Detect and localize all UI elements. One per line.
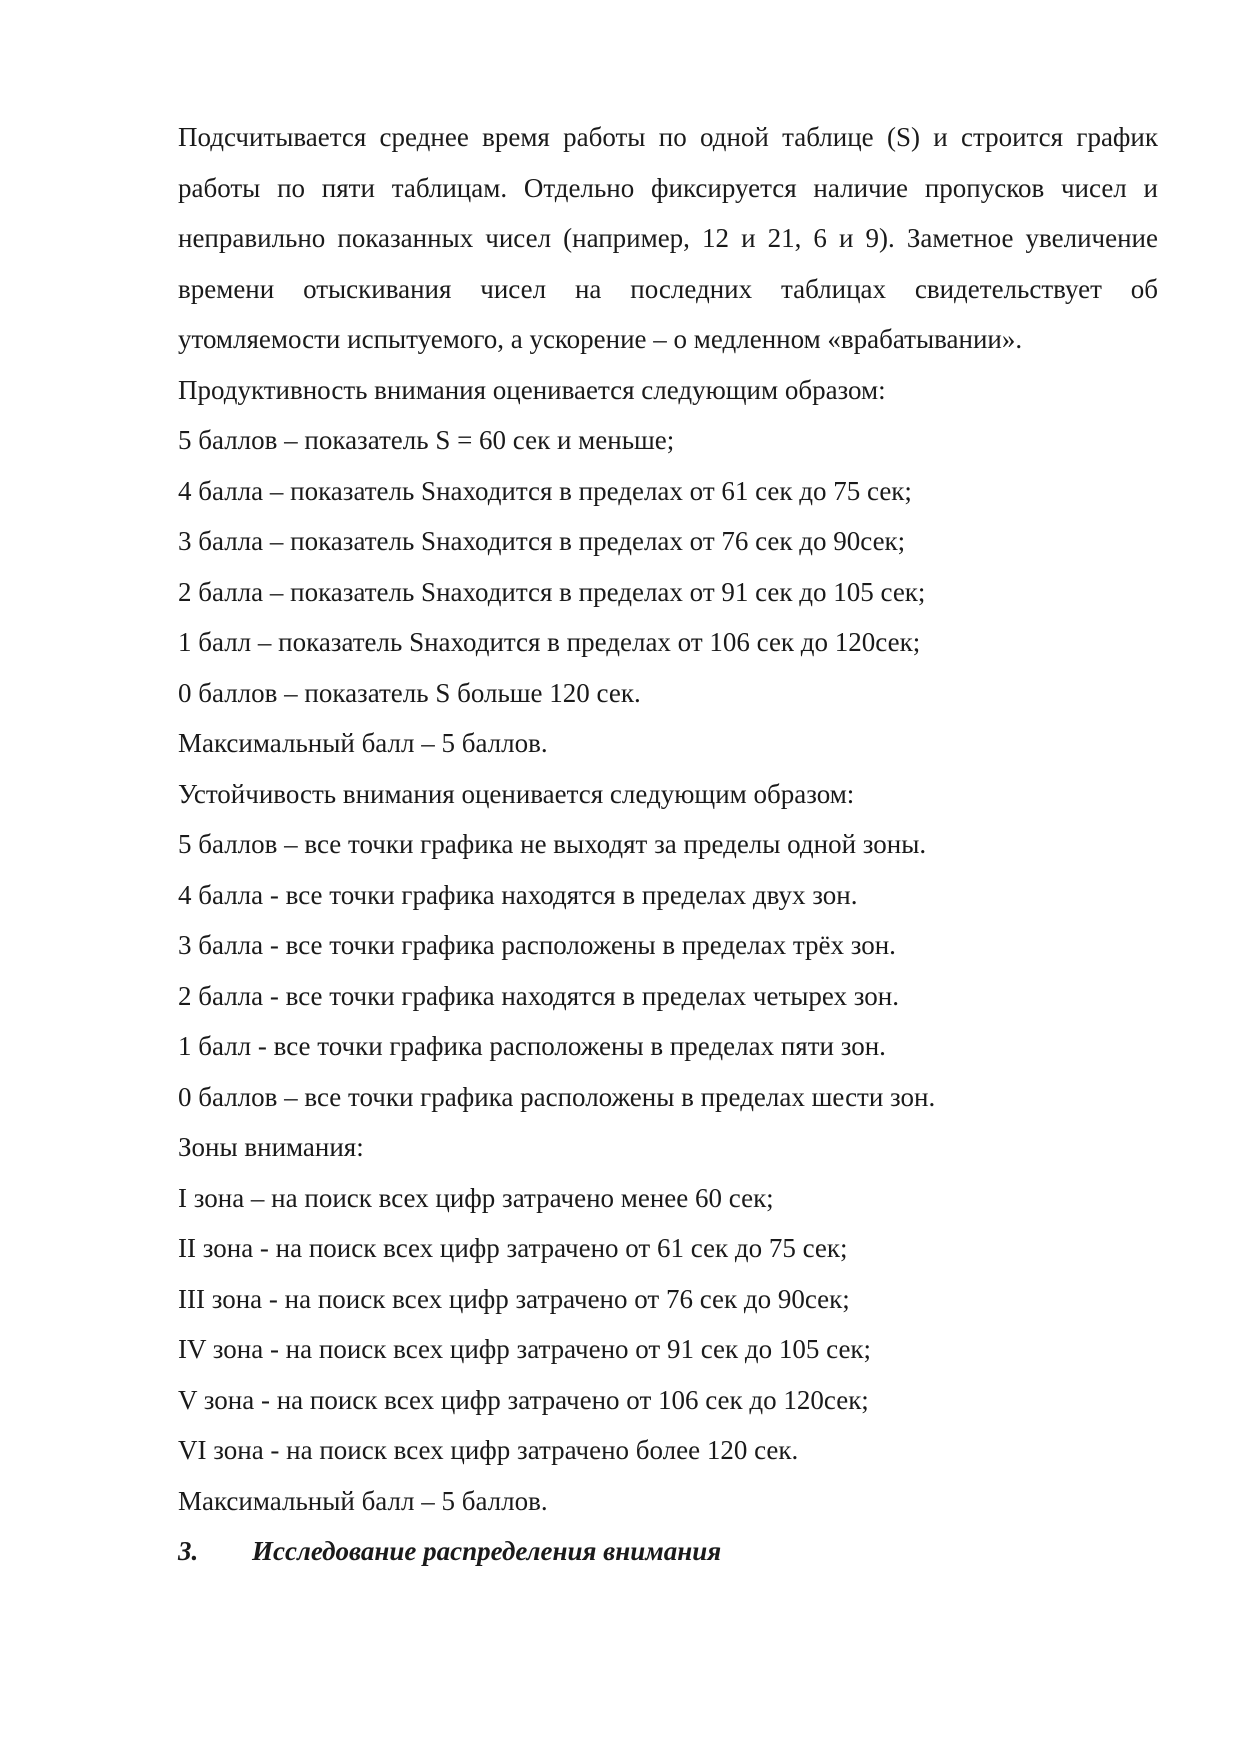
stability-item: 5 баллов – все точки графика не выходят за пределы одной зоны. — [178, 829, 927, 859]
zones-max-score: Максимальный балл – 5 баллов. — [178, 1485, 548, 1516]
zone-item: IV зона - на поиск всех цифр затрачено от 91 сек до 105 сек; — [178, 1334, 872, 1364]
section-title: Исследование распределения внимания — [252, 1536, 722, 1566]
productivity-item: 2 балла – показатель Sнаходится в пределах от 91 сек до 105 сек; — [178, 576, 926, 607]
stability-item: 2 балла - все точки графика находятся в пределах четырех зон. — [178, 980, 900, 1011]
zone-item: VI зона - на поиск всех цифр затрачено более 120 сек. — [178, 1435, 799, 1465]
page-content — [178, 112, 1158, 1577]
section-heading — [178, 1526, 1158, 1577]
intro-paragraph: Подсчитывается среднее время работы по одной таблице (S) и строится график работы по пяти таблицам. Отдельно фиксируется наличие пропусков чисел и неправильно показанных чисел (например, 12 и 21, 6 и 9). Заметное увеличение времени отыскивания чисел на последних таблицах свидетельствует об утомляемости испытуемого, а ускорение – о медленном «врабатывании». — [178, 122, 1158, 354]
section-number: 3. — [178, 1536, 199, 1566]
stability-item: 0 баллов – все точки графика расположены в пределах шести зон. — [178, 1081, 936, 1112]
stability-item: 4 балла - все точки графика находятся в пределах двух зон. — [178, 879, 858, 910]
productivity-item: 5 баллов – показатель S = 60 сек и меньше; — [178, 425, 675, 455]
zone-item: V зона - на поиск всех цифр затрачено от 106 сек до 120сек; — [178, 1384, 869, 1415]
stability-title: Устойчивость внимания оценивается следующим образом: — [178, 778, 855, 809]
zone-item: II зона - на поиск всех цифр затрачено от 61 сек до 75 сек; — [178, 1233, 848, 1263]
stability-item: 1 балл - все точки графика расположены в пределах пяти зон. — [178, 1031, 886, 1061]
zones-title: Зоны внимания: — [178, 1132, 364, 1162]
zone-item: I зона – на поиск всех цифр затрачено менее 60 сек; — [178, 1182, 774, 1213]
productivity-item: 3 балла – показатель Sнаходится в пределах от 76 сек до 90сек; — [178, 526, 906, 556]
zone-item: III зона - на поиск всех цифр затрачено от 76 сек до 90сек; — [178, 1283, 850, 1314]
stability-item: 3 балла - все точки графика расположены в пределах трёх зон. — [178, 930, 896, 960]
productivity-title: Продуктивность внимания оценивается следующим образом: — [178, 374, 886, 405]
productivity-max-score: Максимальный балл – 5 баллов. — [178, 728, 548, 758]
productivity-item: 4 балла – показатель Sнаходится в пределах от 61 сек до 75 сек; — [178, 475, 912, 506]
productivity-item: 1 балл – показатель Sнаходится в пределах от 106 сек до 120сек; — [178, 627, 921, 657]
productivity-item: 0 баллов – показатель S больше 120 сек. — [178, 677, 641, 708]
